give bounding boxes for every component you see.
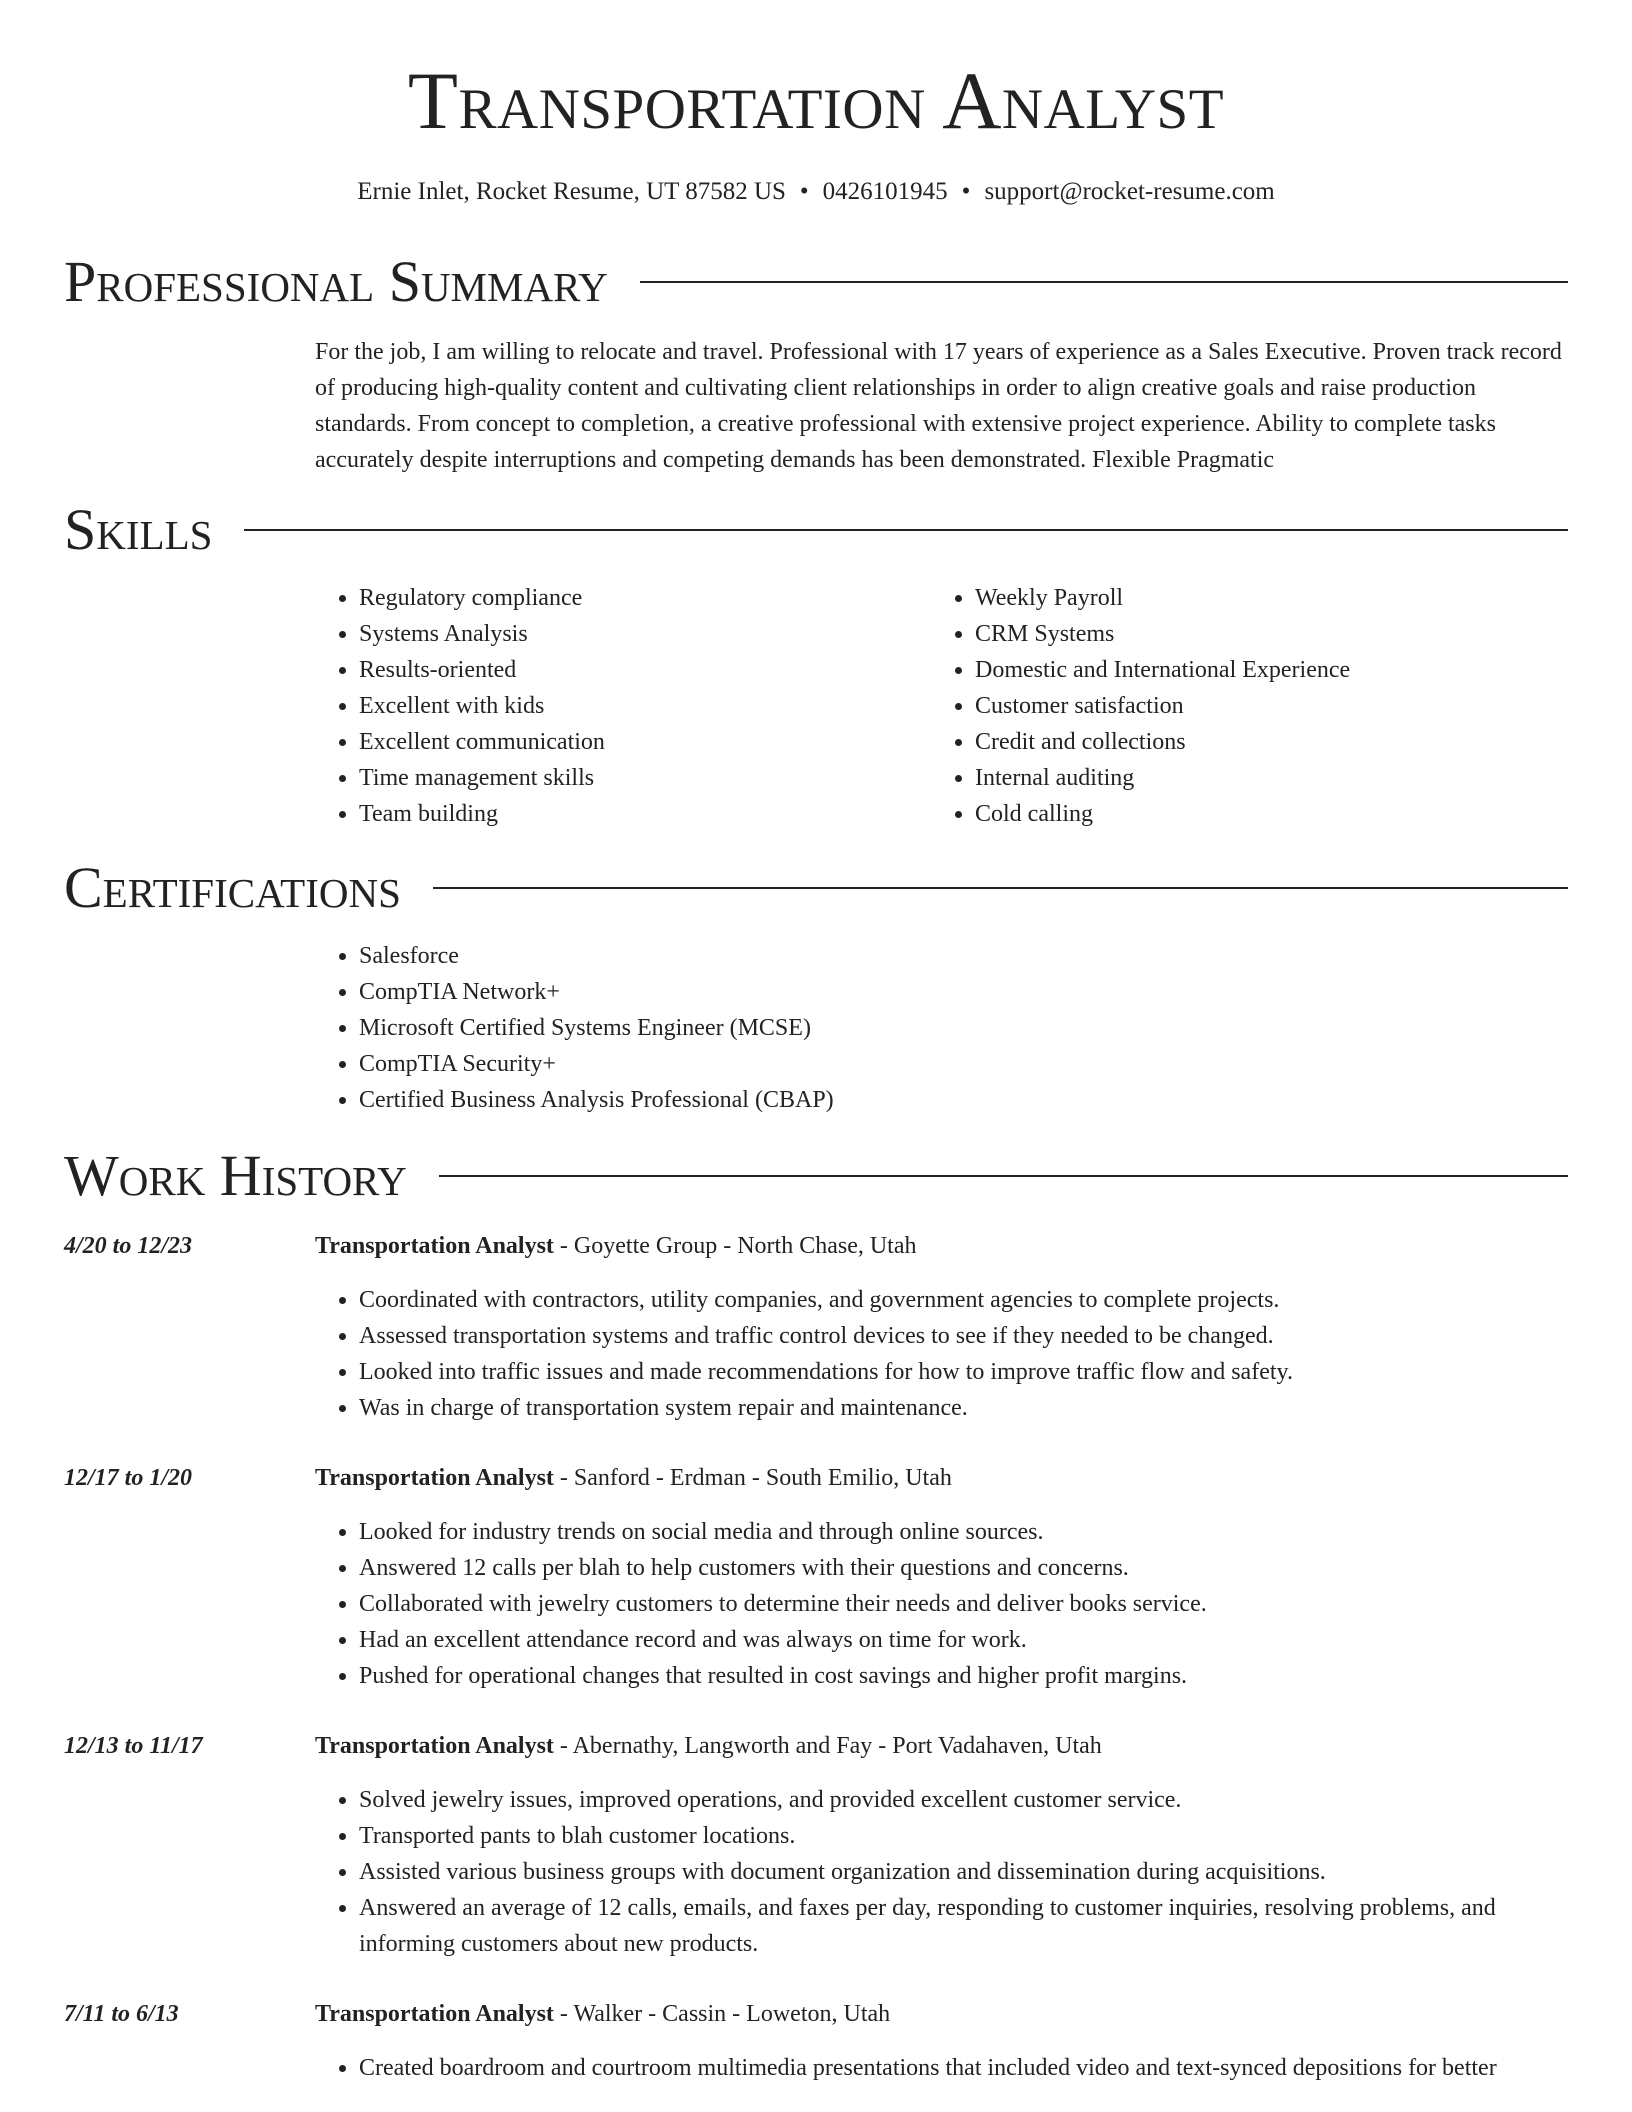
job-body bbox=[315, 1728, 1568, 1962]
summary-section-header bbox=[64, 249, 1568, 314]
skills-heading: Skills bbox=[64, 497, 213, 562]
job-dates: 7/11 to 6/13 bbox=[64, 2001, 179, 2027]
job-entry bbox=[64, 1228, 1568, 1426]
contact-separator: • bbox=[961, 178, 971, 205]
job-bullet: • Had an excellent attendance record and was always on time for work. bbox=[359, 1622, 1568, 1658]
certification-item: • Salesforce bbox=[359, 938, 1568, 974]
skills-list bbox=[315, 580, 1568, 832]
job-bullet: • Pushed for operational changes that resulted in cost savings and higher profit margins. bbox=[359, 1658, 1568, 1694]
job-dates: 4/20 to 12/23 bbox=[64, 1233, 193, 1259]
job-employer-location: - Abernathy, Langworth and Fay - Port Vadahaven, Utah bbox=[553, 1733, 1102, 1759]
job-bullet: • Coordinated with contractors, utility companies, and government agencies to complete projects. bbox=[359, 1282, 1568, 1318]
skill-item: • Weekly Payroll bbox=[975, 580, 1547, 616]
skill-item: • Results-oriented bbox=[359, 652, 931, 688]
skill-item: • Systems Analysis bbox=[359, 616, 931, 652]
skill-item: • Customer satisfaction bbox=[975, 688, 1547, 724]
skills-list-right bbox=[931, 580, 1547, 832]
skill-item: • Regulatory compliance bbox=[359, 580, 931, 616]
summary-text: For the job, I am willing to relocate and travel. Professional with 17 years of experience as a Sales Executive. Proven track record of producing high-quality content and cultivating client relationships in order to align creative goals and raise production standards. From concept to completion, a creative professional with extensive project experience. Ability to complete tasks accurately despite interruptions and competing demands has been demonstrated. Flexible Pragmatic bbox=[315, 339, 1562, 473]
job-bullets bbox=[315, 1282, 1568, 1426]
contact-line bbox=[64, 179, 1568, 204]
job-entry bbox=[64, 1996, 1568, 2086]
certification-item: • CompTIA Network+ bbox=[359, 974, 1568, 1010]
skills-list-left bbox=[315, 580, 931, 832]
job-bullet: • Collaborated with jewelry customers to determine their needs and deliver books service. bbox=[359, 1586, 1568, 1622]
job-heading bbox=[315, 1228, 1568, 1264]
certification-item: • Certified Business Analysis Professional (CBAP) bbox=[359, 1082, 1568, 1118]
job-body bbox=[315, 1996, 1568, 2086]
job-heading bbox=[315, 1996, 1568, 2032]
contact-phone: 0426101945 bbox=[822, 178, 948, 205]
contact-separator: • bbox=[799, 178, 809, 205]
job-employer-location: - Goyette Group - North Chase, Utah bbox=[553, 1233, 917, 1259]
section-divider bbox=[640, 281, 1568, 283]
job-heading bbox=[315, 1728, 1568, 1764]
job-role: Transportation Analyst bbox=[315, 1233, 554, 1259]
skill-item: • Team building bbox=[359, 796, 931, 832]
section-divider bbox=[244, 529, 1568, 531]
certifications-section-header bbox=[64, 855, 1568, 920]
job-dates: 12/13 to 11/17 bbox=[64, 1733, 203, 1759]
certifications-heading: Certifications bbox=[64, 855, 401, 920]
job-bullet: • Looked into traffic issues and made recommendations for how to improve traffic flow and safety. bbox=[359, 1354, 1568, 1390]
skill-item: • Excellent communication bbox=[359, 724, 931, 760]
section-divider bbox=[439, 1175, 1568, 1177]
work-section-header bbox=[64, 1143, 1568, 1208]
job-bullet: • Assisted various business groups with document organization and dissemination during acquisitions. bbox=[359, 1854, 1568, 1890]
job-bullets bbox=[315, 1782, 1568, 1962]
summary-block bbox=[315, 334, 1568, 478]
job-role: Transportation Analyst bbox=[315, 2001, 554, 2027]
job-body bbox=[315, 1460, 1568, 1694]
summary-heading: Professional Summary bbox=[64, 249, 608, 314]
job-entry bbox=[64, 1728, 1568, 1962]
skills-section-header bbox=[64, 497, 1568, 562]
job-bullet: • Assessed transportation systems and traffic control devices to see if they needed to be changed. bbox=[359, 1318, 1568, 1354]
skill-item: • Cold calling bbox=[975, 796, 1547, 832]
skills-column-left bbox=[315, 580, 931, 832]
skill-item: • Time management skills bbox=[359, 760, 931, 796]
job-bullets bbox=[315, 2050, 1568, 2086]
job-heading bbox=[315, 1460, 1568, 1496]
job-employer-location: - Sanford - Erdman - South Emilio, Utah bbox=[553, 1465, 952, 1491]
job-bullet: • Answered 12 calls per blah to help customers with their questions and concerns. bbox=[359, 1550, 1568, 1586]
contact-email: support@rocket-resume.com bbox=[984, 178, 1275, 205]
work-heading: Work History bbox=[64, 1143, 407, 1208]
job-bullets bbox=[315, 1514, 1568, 1694]
job-bullet: • Solved jewelry issues, improved operations, and provided excellent customer service. bbox=[359, 1782, 1568, 1818]
job-employer-location: - Walker - Cassin - Loweton, Utah bbox=[553, 2001, 891, 2027]
section-divider bbox=[433, 887, 1568, 889]
job-bullet: • Looked for industry trends on social media and through online sources. bbox=[359, 1514, 1568, 1550]
job-role: Transportation Analyst bbox=[315, 1465, 554, 1491]
job-entry bbox=[64, 1460, 1568, 1694]
skill-item: • Excellent with kids bbox=[359, 688, 931, 724]
job-bullet: • Created boardroom and courtroom multimedia presentations that included video and text-synced depositions for better bbox=[359, 2050, 1568, 2086]
certifications-list bbox=[315, 938, 1568, 1118]
job-bullet: • Answered an average of 12 calls, emails, and faxes per day, responding to customer inquiries, resolving problems, and informing customers about new products. bbox=[359, 1890, 1568, 1962]
job-bullet: • Was in charge of transportation system repair and maintenance. bbox=[359, 1390, 1568, 1426]
skill-item: • Internal auditing bbox=[975, 760, 1547, 796]
skill-item: • CRM Systems bbox=[975, 616, 1547, 652]
skills-column-right bbox=[931, 580, 1547, 832]
skill-item: • Credit and collections bbox=[975, 724, 1547, 760]
job-dates: 12/17 to 1/20 bbox=[64, 1465, 193, 1491]
contact-address: Ernie Inlet, Rocket Resume, UT 87582 US bbox=[357, 178, 786, 205]
certification-item: • CompTIA Security+ bbox=[359, 1046, 1568, 1082]
job-bullet: • Transported pants to blah customer locations. bbox=[359, 1818, 1568, 1854]
resume-title: Transportation Analyst bbox=[407, 55, 1225, 146]
certification-item: • Microsoft Certified Systems Engineer (MCSE) bbox=[359, 1010, 1568, 1046]
job-body bbox=[315, 1228, 1568, 1426]
skill-item: • Domestic and International Experience bbox=[975, 652, 1547, 688]
certifications-block bbox=[315, 938, 1568, 1118]
job-role: Transportation Analyst bbox=[315, 1733, 554, 1759]
resume-page bbox=[64, 0, 1568, 2086]
